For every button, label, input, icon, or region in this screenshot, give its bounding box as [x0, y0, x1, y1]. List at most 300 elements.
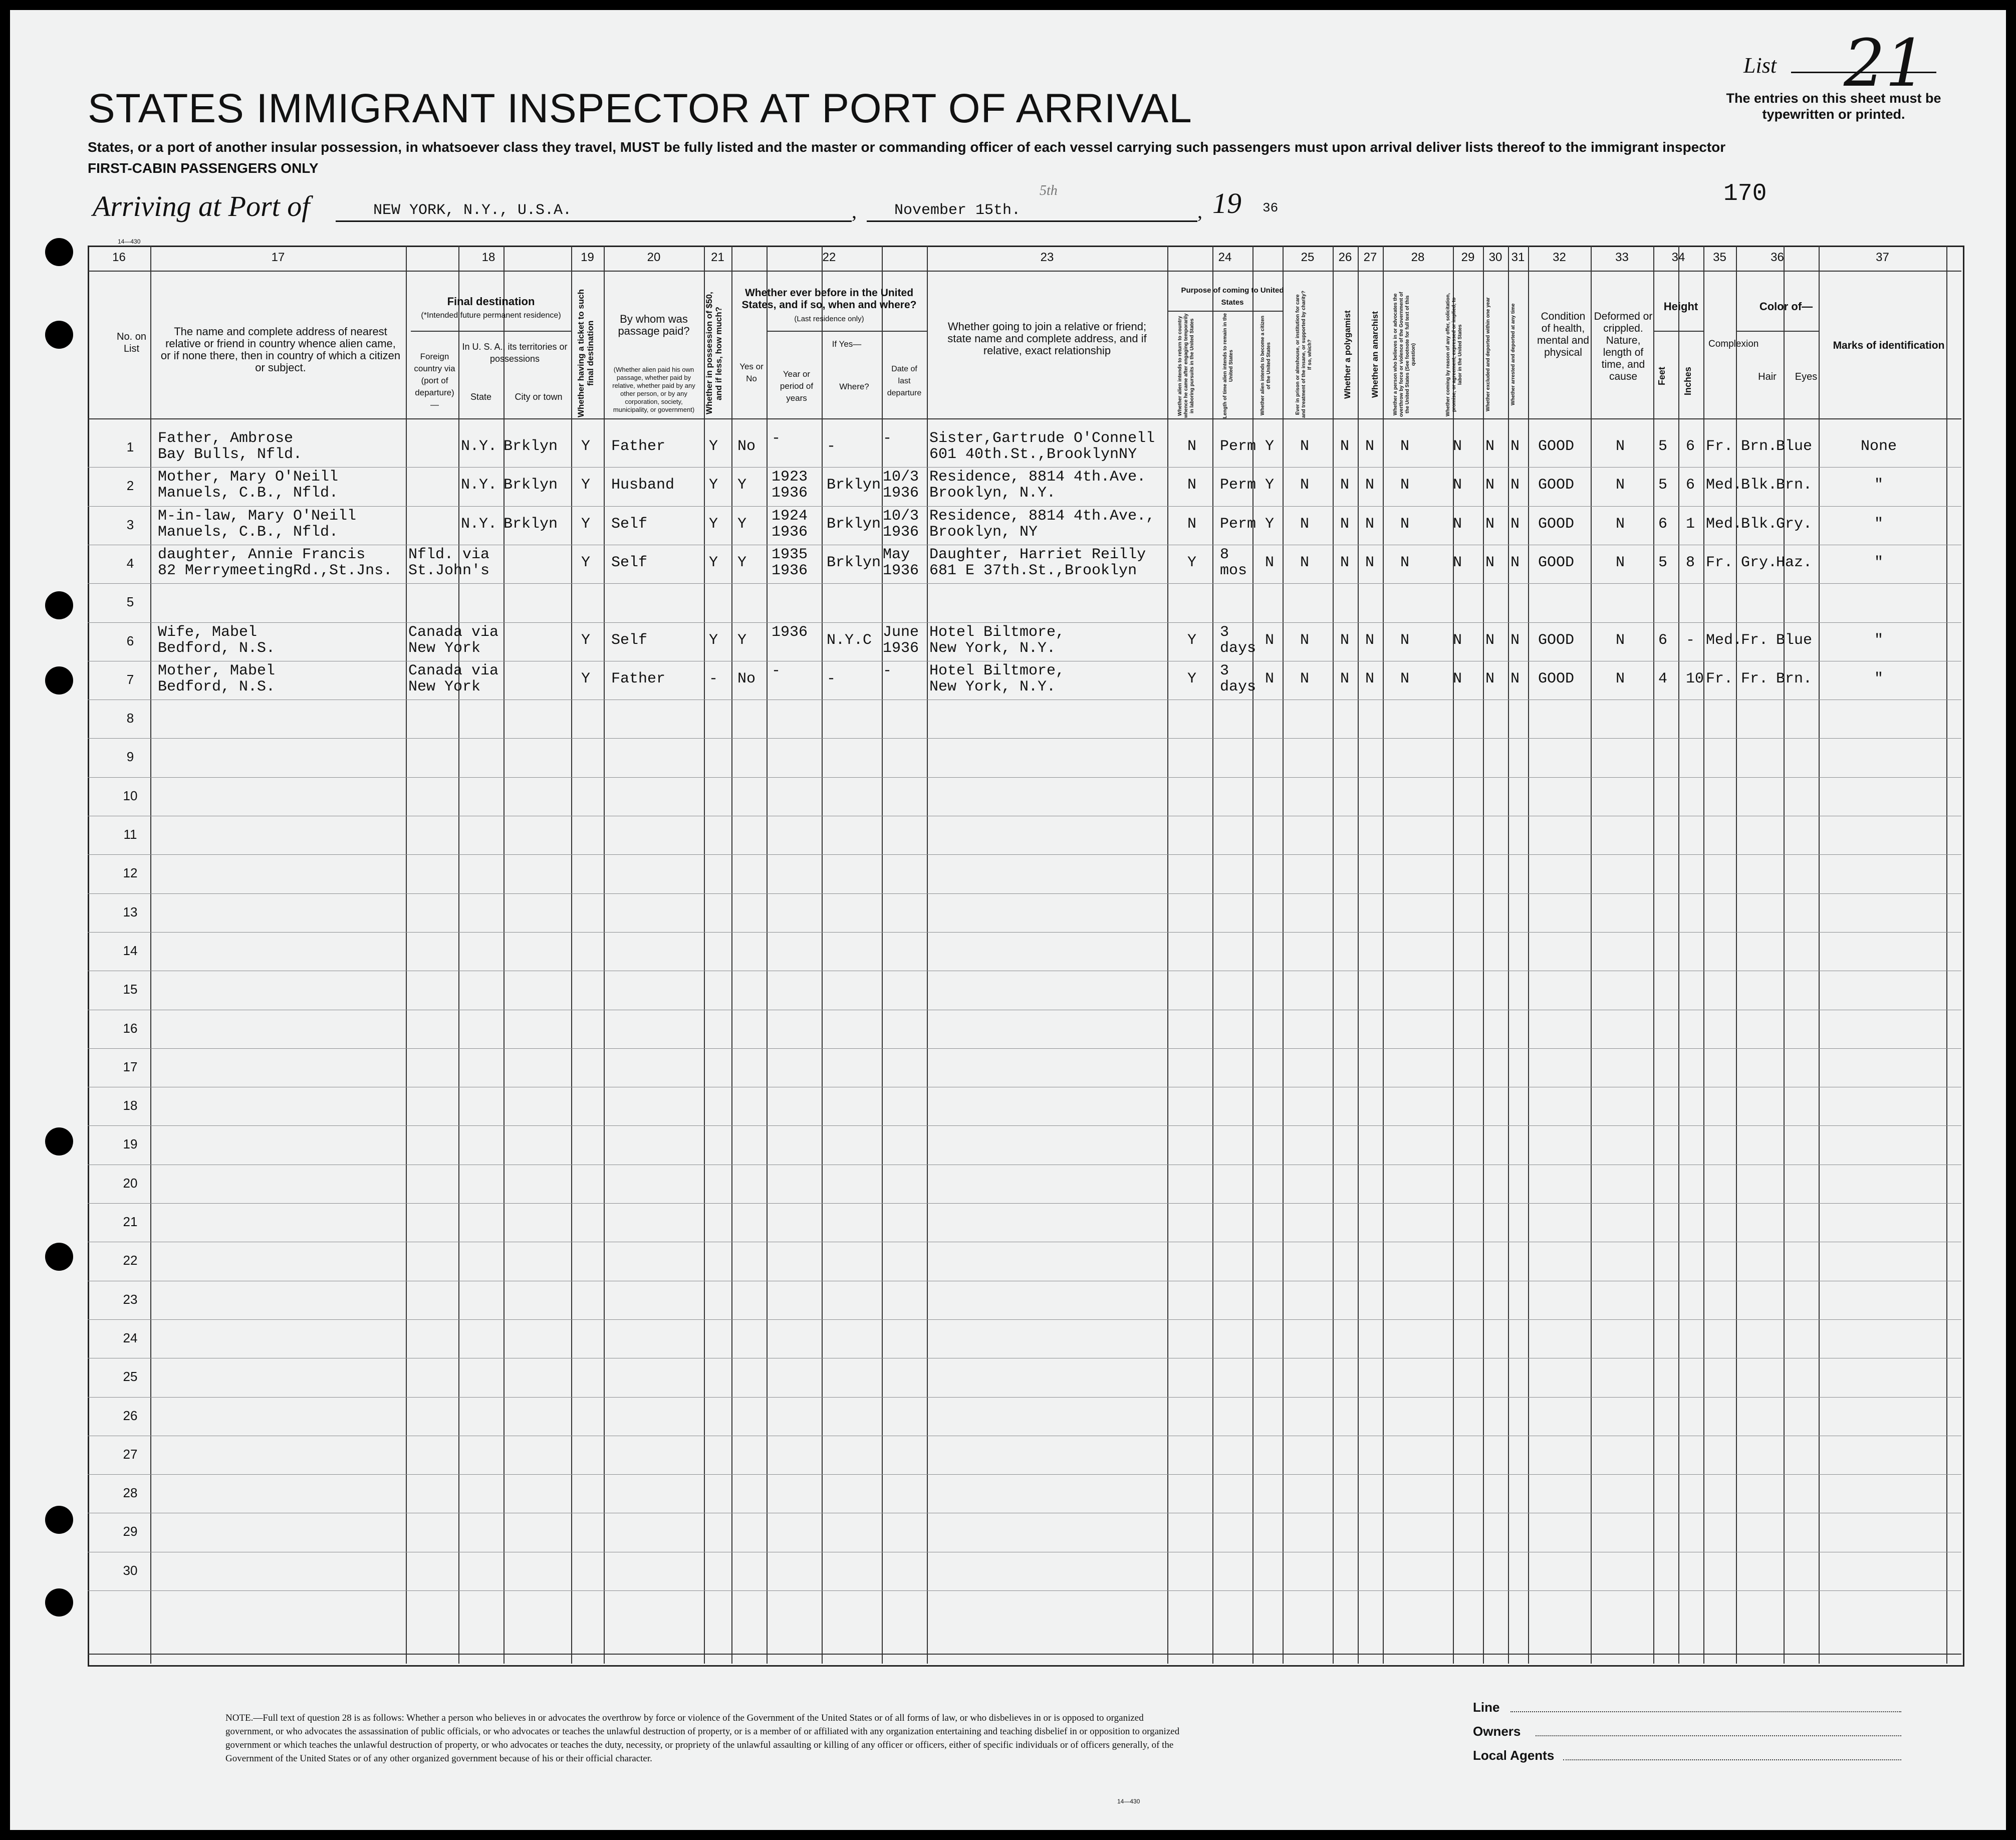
- cell-join2: Brooklyn, N.Y.: [929, 485, 1056, 502]
- column-number-rule: [88, 271, 1961, 272]
- column-divider: [1283, 246, 1284, 1664]
- row-number: 7: [126, 672, 134, 687]
- cell-hair: Fr.: [1741, 670, 1769, 687]
- cell-c30: N: [1485, 477, 1495, 494]
- cell-feet: 6: [1658, 632, 1668, 649]
- cell-c28: N: [1400, 632, 1410, 649]
- column-number: 33: [1615, 251, 1629, 264]
- cell-deformed: N: [1616, 632, 1625, 649]
- header-joining: Whether going to join a relative or friend; state name and complete address, and if relative, exact relationship: [947, 320, 1147, 357]
- header-health: Condition of health, mental and physical: [1537, 311, 1589, 358]
- row-number: 30: [123, 1563, 138, 1578]
- header-money: Whether in possession of $50, and if less, how much?: [704, 292, 723, 415]
- cell-c26: N: [1340, 516, 1350, 533]
- cell-year1: 1923: [772, 469, 808, 486]
- cell-inches: 1: [1686, 516, 1695, 533]
- cell-p-b: 3 days: [1220, 662, 1256, 696]
- cell-complexion: Med.: [1706, 477, 1742, 494]
- column-number: 20: [647, 251, 661, 264]
- cell-c27: N: [1365, 438, 1375, 455]
- cell-c25: N: [1300, 477, 1310, 494]
- column-divider: [1358, 246, 1359, 1664]
- column-number: 18: [481, 251, 495, 264]
- row-rule: [88, 1319, 1961, 1320]
- cell-ticket: Y: [581, 516, 591, 533]
- cell-before: No: [737, 670, 756, 687]
- cell-year1: 1935: [772, 546, 808, 563]
- cell-p-a: Y: [1187, 554, 1197, 571]
- column-divider: [1736, 246, 1737, 1664]
- row-rule: [88, 467, 1961, 468]
- cell-deformed: N: [1616, 670, 1625, 687]
- header-passage-paid: By whom was passage paid?: [618, 313, 690, 337]
- column-divider: [1703, 246, 1704, 1664]
- header-color: Color of—: [1759, 300, 1813, 313]
- cell-ticket: Y: [581, 438, 591, 455]
- header-bottom-rule: [88, 418, 1961, 419]
- cell-ticket: Y: [581, 477, 591, 494]
- cell-paid: Self: [611, 516, 648, 533]
- header-purpose-citizen: Whether alien intends to become a citizen of the United States: [1260, 316, 1272, 416]
- arriving-label: Arriving at Port of: [93, 190, 310, 222]
- column-number: 25: [1301, 251, 1315, 264]
- cell-join1: Residence, 8814 4th.Ave.,: [929, 508, 1155, 525]
- row-number: 4: [126, 556, 134, 571]
- cell-feet: 5: [1658, 477, 1668, 494]
- cell-foreign1: Canada via: [408, 662, 499, 679]
- header-purpose-length: Length of time alien intends to remain in the United States: [1222, 313, 1234, 418]
- cell-p-a: Y: [1187, 632, 1197, 649]
- header-eyes: Eyes: [1795, 371, 1818, 382]
- cell-where: Brklyn: [827, 477, 881, 494]
- cell-rel2: Manuels, C.B., Nfld.: [158, 524, 339, 541]
- cell-inches: 6: [1686, 438, 1695, 455]
- cell-p-c: Y: [1265, 438, 1275, 455]
- row-number: 14: [123, 943, 138, 958]
- cell-deformed: N: [1616, 477, 1625, 494]
- header-state: State: [470, 392, 492, 402]
- column-divider: [1784, 246, 1785, 1664]
- row-number: 22: [123, 1253, 138, 1268]
- row-rule: [88, 738, 1961, 739]
- cell-hair: Blk.: [1741, 516, 1778, 533]
- header-complexion: Complexion: [1708, 339, 1759, 349]
- column-divider: [406, 246, 407, 1664]
- row-number: 19: [123, 1136, 138, 1152]
- cell-c28: N: [1400, 670, 1410, 687]
- cell-before: Y: [737, 632, 747, 649]
- cell-dep2: 1936: [883, 524, 919, 541]
- cell-c30: N: [1485, 516, 1495, 533]
- cell-complexion: Med.: [1706, 516, 1742, 533]
- header-final-destination: Final destination: [447, 295, 535, 308]
- column-number: 23: [1040, 251, 1054, 264]
- cell-money: Y: [709, 554, 718, 571]
- cell-marks: ": [1874, 477, 1883, 494]
- punch-hole: [45, 1588, 73, 1617]
- cell-paid: Husband: [611, 477, 675, 494]
- column-divider: [571, 246, 572, 1664]
- cell-c25: N: [1300, 554, 1310, 571]
- cell-paid: Father: [611, 438, 666, 455]
- cell-state: N.Y.: [461, 438, 497, 455]
- row-number: 13: [123, 904, 138, 919]
- row-rule: [88, 854, 1961, 855]
- cell-marks: ": [1874, 516, 1883, 533]
- cell-inches: 10: [1686, 670, 1704, 687]
- cell-c30: N: [1485, 670, 1495, 687]
- cell-foreign1: Nfld. via: [408, 546, 490, 563]
- cell-c31: N: [1510, 670, 1520, 687]
- cell-c25: N: [1300, 670, 1310, 687]
- cell-state: N.Y.: [461, 516, 497, 533]
- column-number: 19: [581, 251, 594, 264]
- cell-marks: None: [1860, 438, 1897, 455]
- column-divider: [1508, 246, 1509, 1664]
- cell-c28: N: [1400, 554, 1410, 571]
- line-field: [1510, 1711, 1901, 1712]
- cell-join1: Sister,Gartrude O'Connell: [929, 430, 1155, 447]
- subheader-rule: [1167, 311, 1283, 312]
- header-city: City or town: [515, 392, 563, 402]
- cell-foreign2: New York: [408, 640, 481, 657]
- header-year: Year or period of years: [780, 369, 814, 403]
- cell-join2: New York, N.Y.: [929, 640, 1056, 657]
- row-rule: [88, 583, 1961, 584]
- line-label: Line: [1473, 1700, 1500, 1715]
- cell-hair: Gry.: [1741, 554, 1778, 571]
- column-number: 27: [1363, 251, 1377, 264]
- header-deformed: Deformed or crippled. Nature, length of time, and cause: [1594, 311, 1653, 382]
- cell-p-b: 8 mos: [1220, 546, 1247, 579]
- cell-inches: 8: [1686, 554, 1695, 571]
- cell-c26: N: [1340, 632, 1350, 649]
- date-annotation: 5th: [1040, 183, 1058, 198]
- column-divider: [882, 246, 883, 1664]
- column-number: 29: [1461, 251, 1475, 264]
- cell-city: Brklyn: [503, 477, 558, 494]
- column-divider: [822, 246, 823, 1664]
- cell-where: Brklyn: [827, 516, 881, 533]
- cell-before: Y: [737, 477, 747, 494]
- header-relative: The name and complete address of nearest relative or friend in country whence alien came, or if none there, then in country of which a citizen or subject.: [160, 325, 401, 374]
- cell-rel1: daughter, Annie Francis: [158, 546, 366, 563]
- row-rule: [88, 622, 1961, 623]
- column-number: 36: [1771, 251, 1784, 264]
- header-excluded: Whether excluded and deported within one year: [1485, 297, 1491, 412]
- cell-p-c: N: [1265, 554, 1275, 571]
- punch-hole: [45, 1127, 73, 1156]
- cell-health: GOOD: [1538, 554, 1575, 571]
- cell-state: N.Y.: [461, 477, 497, 494]
- column-number: 16: [112, 251, 126, 264]
- cell-money: Y: [709, 477, 718, 494]
- cell-c31: N: [1510, 632, 1520, 649]
- row-number: 20: [123, 1176, 138, 1191]
- table-bottom-rule: [88, 1654, 1961, 1655]
- column-divider: [704, 246, 705, 1664]
- entries-note: The entries on this sheet must be typewritten or printed.: [1726, 91, 1941, 122]
- cell-feet: 5: [1658, 438, 1668, 455]
- manifest-sheet: STATES IMMIGRANT INSPECTOR AT PORT OF ARRIVAL States, or a port of another insular possession, in whatsoever class they travel, MUST be fully listed and the master or commanding officer of each vessel carrying such passengers must upon arrival deliver lists thereof to the immigrant inspector FIRST-CABIN PASSENGERS ONLY List 21 The entries on this sheet must be typewritten or printed. Arriving at Port of NEW YORK, N.Y., U.S.A. , November 15th. 5th , 19 36 170 14—430 16 17 18 19 20 21 22 23 24 25 26 27 28 29 30 31 32 33 34 35 36 37 No. on List The name and complete address of nearest relative or friend in country whence alien came, or if none there, then in country of which a citizen or subject. Final destination (*Intended future permanent residence) Foreign country via (port of departure)— In U. S. A., its territories or possessions State City or town Whether having a ticket to such final destination By whom was passage paid? (Whether alien paid his own passage, whether paid by relative, whether paid by any other person, or by any corporation, society, municipality, or government) Whether in possession of $50, and if less, how much? Whether ever before in the United States, and if so, when and where? (Last residence only) Yes or No If Yes— Year or period of years Where? Date of last departure Whether going to join a relative or friend; state name and complete address, and if relative, exact relationship Purpose of coming to United States Whether alien intends to return to country whence he came after engaging temporarily in laboring pursuits in the United States Length of time alien intends to remain in the United States Whether alien intends to become a citizen of the United States Ever in prison or almshouse, or institution for care and treatment of the insane, or supported by charity? If so, which? Whether a polygamist Whether an anarchist Whether a person who believes in or advocates the overthrow by force or violence of the Government of the United States (See footnote for full text of this question) Whether coming by reason of any offer, solicitation, promise, or agreement, expressed or implied, to labor in the United States Whether excluded and deported within one year Whether arrested and deported at any time Condition of health, mental and physical Deformed or crippled. Nature, length of time, and cause Height Feet Inches Complexion Color of— Hair Eyes Marks of identification 1 2 3 4 5 6 7 8 9 10 11 12 13 14 15 16 17 18 19 20 21 22 23 24 25 26 27 28 29 30 Father, Ambrose Bay Bulls, Nfld. N.Y. Brklyn Y Father Y No - - - Sister,Gartrude O'Connell 601 40th.St.,BrooklynNY N Perm Y N N N N N N N GOOD N 5 6 Fr. Brn. Blue None Mother, Mary O'Neill Manuels, C.B., Nfld. N.Y. Brklyn Y Husband Y Y 1923 1936 Brklyn 10/3 1936 Residence, 8814 4th.Ave. Brooklyn, N.Y. N Perm Y N N N N N N N GOOD N 5 6 Med. Blk. Brn. " M-in-law, Mary O'Neill Manuels, C.B., Nfld. N.Y. Brklyn Y Self Y Y 1924 1936 Brklyn 10/3 1936 Residence, 8814 4th.Ave., Brooklyn, NY N Perm Y N N N N N N N GOOD N 6 1 Med. Blk. Gry. " daughter, Annie Francis 82 MerrymeetingRd.,St.Jns. Nfld. via St.John's Y Self Y Y 1935 1936 Brklyn May 1936 Daughter, Harriet Reilly 681 E 37th.St.,Brooklyn Y 8 mos N N N N N N N N GOOD N 5 8 Fr. Gry. Haz. " Wife, Mabel Bedford, N.S. Canada via New York Y Self Y Y 1936 N.Y.C June 1936 Hotel Biltmore, New York, N.Y. Y 3 days N N N N N N N N GOOD N 6 - Med. Fr. Blue " Mother, Mabel Bedford, N.S. Canada via New York Y Father - No - - - Hotel Biltmore, New York, N.Y. Y 3 days N N N N N N N N GOOD N 4 10 Fr. Fr. Brn. " NOTE.—Full text of question 28 is as follows: Whether a person who believes in or advocates the overthrow by force or violence of the Government of the United States or of all forms of law, or who disbelieves in or is opposed to organized government, or who advocates the assassination of public officials, or who advocates or teaches the unlawful destruction of property, or is a member of or affiliated with any organization entertaining and teaching disbelief in or opposition to organized government or which teaches the unlawful destruction of property, or who advocates or teaches the duty, necessity, or propriety of the unlawful assaulting or killing of any officer or officers, either of specific individuals or of officers generally, of the Government of the United States or of any other organized government because of his or their official character. 14—430 Line Owners Local Agents: [10, 10, 2006, 1830]
- cell-year1: 1924: [772, 508, 808, 525]
- cell-p-c: Y: [1265, 516, 1275, 533]
- cell-rel1: Wife, Mabel: [158, 624, 258, 641]
- cell-p-c: N: [1265, 632, 1275, 649]
- column-number: 21: [711, 251, 724, 264]
- cell-dep2: 1936: [883, 640, 919, 657]
- column-divider: [731, 246, 732, 1664]
- cell-c25: N: [1300, 516, 1310, 533]
- column-divider: [1653, 246, 1654, 1664]
- owners-label: Owners: [1473, 1724, 1521, 1739]
- row-rule: [88, 1590, 1961, 1591]
- column-number: 26: [1338, 251, 1352, 264]
- subheader-rule: [1653, 331, 1703, 332]
- cell-health: GOOD: [1538, 670, 1575, 687]
- cell-dep2: 1936: [883, 562, 919, 579]
- punch-hole: [45, 238, 73, 266]
- row-number: 26: [123, 1408, 138, 1423]
- cell-c29: N: [1453, 516, 1462, 533]
- row-number: 18: [123, 1098, 138, 1113]
- cell-c27: N: [1365, 516, 1375, 533]
- column-divider: [1819, 246, 1820, 1664]
- cell-year2: 1936: [772, 562, 808, 579]
- cell-c29: N: [1453, 670, 1462, 687]
- row-number: 3: [126, 517, 134, 532]
- cell-eyes: Haz.: [1776, 554, 1813, 571]
- column-divider: [1591, 246, 1592, 1664]
- cell-p-b: Perm: [1220, 477, 1256, 494]
- row-number: 15: [123, 982, 138, 997]
- cell-c27: N: [1365, 477, 1375, 494]
- cell-money: Y: [709, 632, 718, 649]
- form-code-bottom: 14—430: [1117, 1798, 1140, 1805]
- row-rule: [88, 893, 1961, 894]
- cell-rel1: Mother, Mabel: [158, 662, 276, 679]
- cell-rel2: Bedford, N.S.: [158, 678, 276, 696]
- cell-complexion: Fr.: [1706, 554, 1733, 571]
- column-divider: [1483, 246, 1484, 1664]
- cell-foreign2: New York: [408, 678, 481, 696]
- cell-marks: ": [1874, 670, 1883, 687]
- cell-c26: N: [1340, 438, 1350, 455]
- row-number: 29: [123, 1524, 138, 1539]
- cell-before: No: [737, 438, 756, 455]
- row-rule: [88, 1125, 1961, 1126]
- cell-join2: New York, N.Y.: [929, 678, 1056, 696]
- cell-dep1: June: [883, 624, 919, 641]
- header-overthrow: Whether a person who believes in or advocates the overthrow by force or violence of the Government of the United States (See footnote for full text of this question): [1393, 292, 1416, 417]
- footnote-q28: NOTE.—Full text of question 28 is as follows: Whether a person who believes in or advocates the overthrow by force or violence of the Government of the United States or of all forms of law, or who disbelieves in or is opposed to organized government, or who advocates the assassination of public officials, or who advocates or teaches the unlawful destruction of property, or is a member of or affiliated with any organization entertaining and teaching disbelief in or opposition to organized government or which teaches the unlawful destruction of property, or who advocates or teaches the duty, necessity, or propriety of the unlawful assaulting or killing of any officer or officers, either of specific individuals or of officers generally, of the Government of the United States or of any other organized government because of his or their official character.: [225, 1713, 1180, 1764]
- cell-paid: Self: [611, 554, 648, 571]
- agents-label: Local Agents: [1473, 1748, 1555, 1763]
- row-number: 24: [123, 1330, 138, 1345]
- column-divider: [1167, 246, 1168, 1664]
- column-divider: [767, 246, 768, 1664]
- cell-p-c: Y: [1265, 477, 1275, 494]
- port-value: NEW YORK, N.Y., U.S.A.: [373, 202, 572, 219]
- column-number: 37: [1876, 251, 1889, 264]
- header-arrested: Whether arrested and deported at any time: [1510, 303, 1516, 406]
- cell-deformed: N: [1616, 438, 1625, 455]
- cell-join1: Hotel Biltmore,: [929, 624, 1065, 641]
- sheet-number: 170: [1723, 180, 1767, 207]
- cell-c31: N: [1510, 477, 1520, 494]
- cell-complexion: Fr.: [1706, 670, 1733, 687]
- form-title: STATES IMMIGRANT INSPECTOR AT PORT OF ARRIVAL: [88, 86, 1192, 131]
- cell-hair: Blk.: [1741, 477, 1778, 494]
- cell-before: Y: [737, 554, 747, 571]
- column-number: 17: [271, 251, 285, 264]
- cell-health: GOOD: [1538, 632, 1575, 649]
- column-divider: [1453, 246, 1454, 1664]
- row-number: 10: [123, 788, 138, 803]
- column-number: 35: [1713, 251, 1726, 264]
- cell-ticket: Y: [581, 554, 591, 571]
- cell-c31: N: [1510, 438, 1520, 455]
- row-number: 12: [123, 865, 138, 880]
- column-divider: [1383, 246, 1384, 1664]
- cell-c25: N: [1300, 632, 1310, 649]
- row-rule: [88, 1397, 1961, 1398]
- column-number: 24: [1218, 251, 1232, 264]
- cell-join1: Daughter, Harriet Reilly: [929, 546, 1146, 563]
- cell-deformed: N: [1616, 554, 1625, 571]
- cell-rel2: Manuels, C.B., Nfld.: [158, 485, 339, 502]
- cell-rel2: 82 MerrymeetingRd.,St.Jns.: [158, 562, 393, 579]
- cell-eyes: Blue: [1776, 438, 1813, 455]
- cell-c29: N: [1453, 477, 1462, 494]
- cell-c29: N: [1453, 554, 1462, 571]
- cell-where: -: [827, 670, 836, 687]
- cell-year1: 1936: [772, 624, 808, 641]
- header-last-departure: Date of last departure: [887, 365, 922, 397]
- cell-health: GOOD: [1538, 438, 1575, 455]
- cell-feet: 5: [1658, 554, 1668, 571]
- row-number: 21: [123, 1214, 138, 1229]
- header-prison: Ever in prison or almshouse, or institution for care and treatment of the insane, or supported by charity? If so, which?: [1295, 291, 1313, 418]
- cell-year2: 1936: [772, 524, 808, 541]
- cell-marks: ": [1874, 632, 1883, 649]
- header-purpose: Purpose of coming to United States: [1181, 286, 1284, 307]
- header-yes-no: Yes or No: [739, 362, 764, 383]
- cell-p-a: Y: [1187, 670, 1197, 687]
- cell-join1: Residence, 8814 4th.Ave.: [929, 469, 1146, 486]
- cell-c30: N: [1485, 554, 1495, 571]
- cell-health: GOOD: [1538, 516, 1575, 533]
- cell-join2: 681 E 37th.St.,Brooklyn: [929, 562, 1137, 579]
- subheader-rule: [411, 331, 571, 332]
- row-number: 5: [126, 594, 134, 609]
- cell-c27: N: [1365, 632, 1375, 649]
- header-hair: Hair: [1758, 371, 1777, 382]
- cell-c31: N: [1510, 554, 1520, 571]
- date-value: November 15th.: [894, 202, 1021, 219]
- punch-hole: [45, 591, 73, 619]
- owners-field: [1536, 1735, 1901, 1736]
- cell-foreign1: Canada via: [408, 624, 499, 641]
- cell-c28: N: [1400, 438, 1410, 455]
- row-rule: [88, 506, 1961, 507]
- cell-dep1: -: [883, 662, 892, 679]
- cell-c31: N: [1510, 516, 1520, 533]
- cell-rel1: M-in-law, Mary O'Neill: [158, 508, 357, 525]
- cell-before: Y: [737, 516, 747, 533]
- header-ticket: Whether having a ticket to such final destination: [576, 289, 595, 417]
- column-divider: [604, 246, 605, 1664]
- row-rule: [88, 1203, 1961, 1204]
- cell-rel2: Bedford, N.S.: [158, 640, 276, 657]
- row-rule: [88, 1474, 1961, 1475]
- cell-health: GOOD: [1538, 477, 1575, 494]
- cell-join2: Brooklyn, NY: [929, 524, 1038, 541]
- cell-p-c: N: [1265, 670, 1275, 687]
- year-prefix: 19: [1212, 187, 1241, 219]
- cell-year1: -: [772, 430, 781, 447]
- cell-c27: N: [1365, 670, 1375, 687]
- cell-dep2: 1936: [883, 485, 919, 502]
- cell-c25: N: [1300, 438, 1310, 455]
- cell-foreign2: St.John's: [408, 562, 490, 579]
- row-number: 2: [126, 478, 134, 493]
- header-feet: Feet: [1657, 366, 1667, 385]
- cell-rel2: Bay Bulls, Nfld.: [158, 446, 303, 463]
- cell-p-b: 3 days: [1220, 624, 1256, 657]
- header-polygamist: Whether a polygamist: [1343, 310, 1352, 399]
- cell-join2: 601 40th.St.,BrooklynNY: [929, 446, 1137, 463]
- punch-hole: [45, 1243, 73, 1271]
- cell-where: Brklyn: [827, 554, 881, 571]
- cell-inches: -: [1686, 632, 1695, 649]
- row-number: 28: [123, 1485, 138, 1500]
- subheader-rule: [1736, 331, 1819, 332]
- header-where: Where?: [839, 382, 869, 391]
- cell-money: -: [709, 670, 718, 687]
- cell-year2: 1936: [772, 485, 808, 502]
- cell-c26: N: [1340, 477, 1350, 494]
- punch-hole: [45, 666, 73, 695]
- header-labor-offer: Whether coming by reason of any offer, solicitation, promise, or agreement, expressed or implied, to labor in the United States: [1445, 293, 1463, 416]
- header-height: Height: [1663, 300, 1698, 313]
- cell-join1: Hotel Biltmore,: [929, 662, 1065, 679]
- cell-money: Y: [709, 516, 718, 533]
- column-divider: [1333, 246, 1334, 1664]
- cell-year1: -: [772, 662, 781, 679]
- cell-p-a: N: [1187, 438, 1197, 455]
- cell-c30: N: [1485, 632, 1495, 649]
- cell-paid: Self: [611, 632, 648, 649]
- cell-p-b: Perm: [1220, 516, 1256, 533]
- header-foreign-country: Foreign country via (port of departure)—: [414, 352, 455, 409]
- header-purpose-return: Whether alien intends to return to country whence he came after engaging temporarily in laboring pursuits in the United States: [1177, 313, 1195, 418]
- row-number: 9: [126, 749, 134, 764]
- row-rule: [88, 1048, 1961, 1049]
- column-divider: [1212, 246, 1213, 1664]
- header-marks: Marks of identification: [1833, 340, 1945, 351]
- list-number: 21: [1844, 25, 1927, 101]
- cell-rel1: Mother, Mary O'Neill: [158, 469, 339, 486]
- form-code-top: 14—430: [118, 238, 141, 245]
- cell-c28: N: [1400, 477, 1410, 494]
- column-number: 22: [822, 251, 836, 264]
- cell-deformed: N: [1616, 516, 1625, 533]
- punch-hole: [45, 1506, 73, 1534]
- cell-dep1: May: [883, 546, 910, 563]
- cell-where: N.Y.C: [827, 632, 872, 649]
- cell-c29: N: [1453, 632, 1462, 649]
